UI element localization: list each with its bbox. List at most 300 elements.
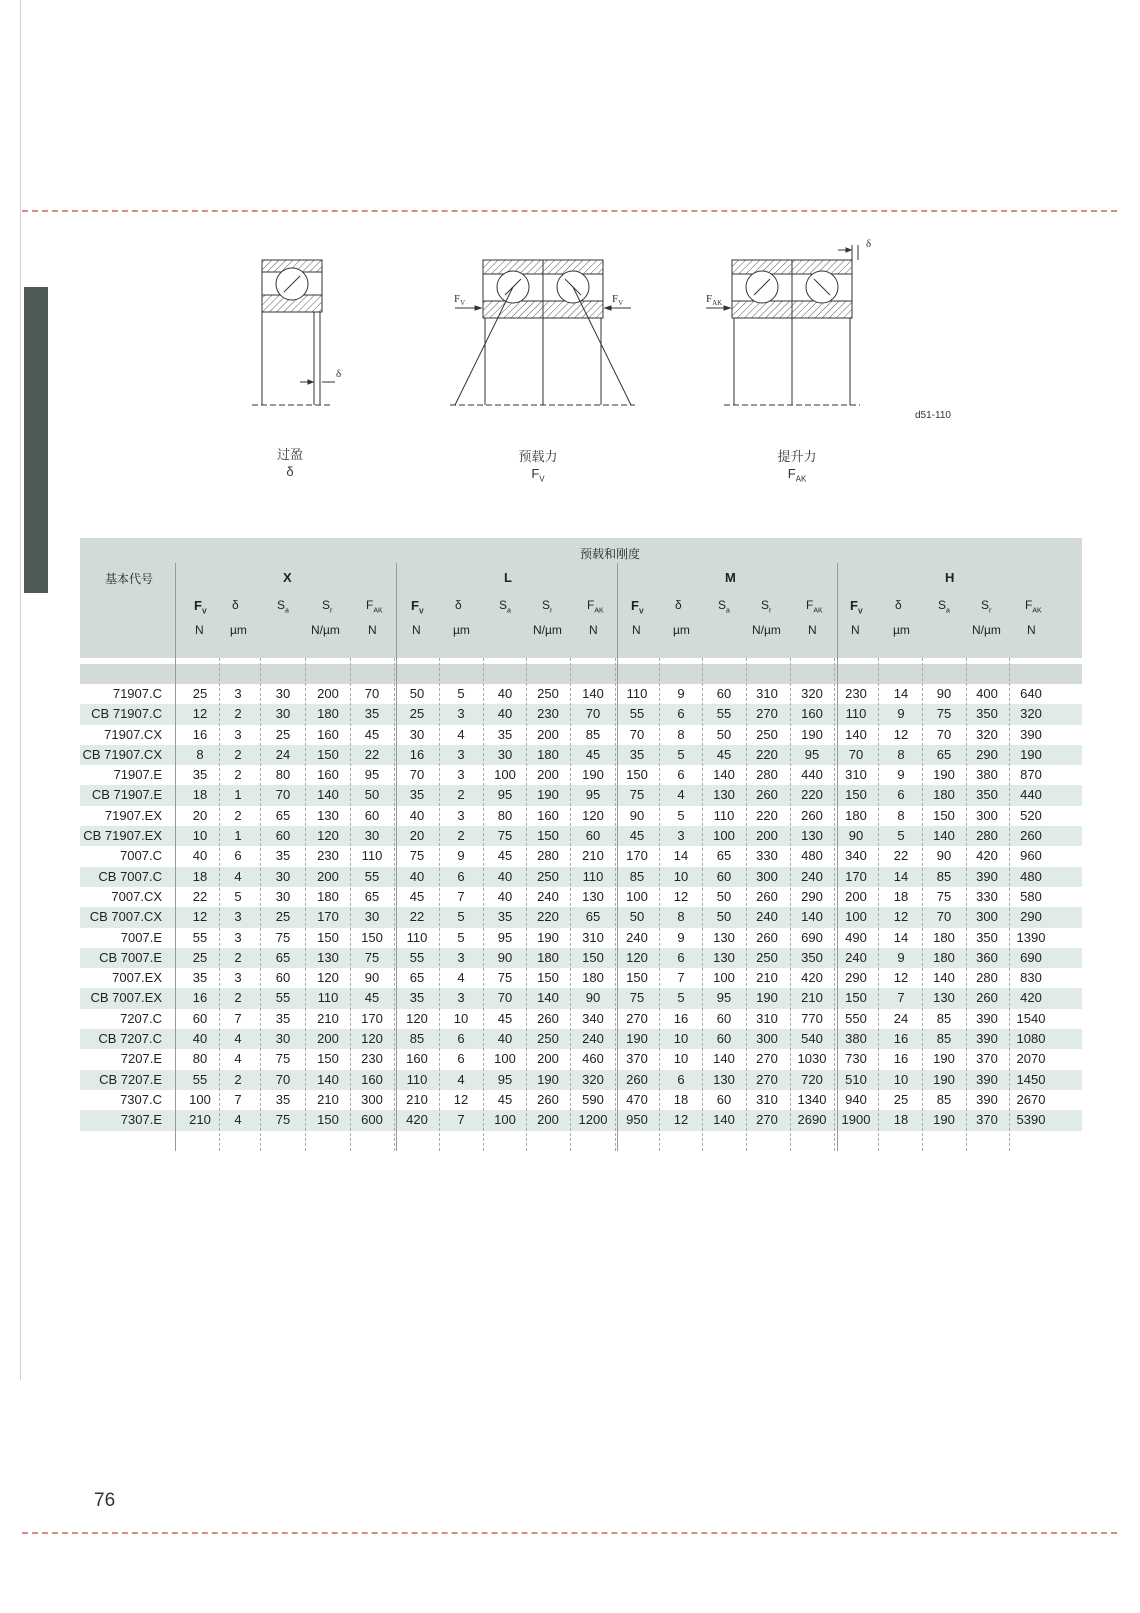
table-cell: 70 (585, 706, 601, 722)
table-cell: 310 (756, 1091, 778, 1107)
table-cell: 3 (457, 746, 465, 762)
column-dotted-separator (1009, 658, 1010, 1151)
table-cell: 50 (716, 726, 732, 742)
table-cell: 22 (364, 746, 380, 762)
table-cell: 200 (845, 888, 867, 904)
subheader-fak-x: $F_{AK}$ (366, 598, 383, 615)
table-cell: 5 (897, 828, 905, 844)
table-cell: 280 (976, 970, 998, 986)
table-cell: 280 (976, 828, 998, 844)
table-cell: 60 (275, 828, 291, 844)
column-dotted-separator (659, 658, 660, 1151)
table-cell: 130 (317, 807, 339, 823)
table-cell: 300 (756, 1031, 778, 1047)
table-cell: 5 (457, 686, 465, 701)
table-cell: 30 (409, 726, 425, 742)
table-cell: 520 (1020, 807, 1042, 823)
table-cell: 45 (585, 746, 601, 762)
table-cell: 35 (497, 909, 513, 925)
table-cell: 310 (582, 929, 604, 945)
header-group-separator (396, 563, 397, 658)
table-row (80, 948, 1082, 968)
subheader-sr-h: $S_r$ (981, 598, 992, 615)
table-cell: 250 (537, 1031, 559, 1047)
table-cell: 85 (936, 1091, 952, 1107)
table-cell: 5 (457, 909, 465, 925)
group-separator (617, 658, 618, 1151)
table-row (80, 704, 1082, 724)
column-dotted-separator (570, 658, 571, 1151)
table-cell: 200 (537, 1112, 559, 1128)
table-cell: 6 (457, 868, 465, 884)
table-cell: 290 (976, 746, 998, 762)
table-cell: 35 (192, 970, 208, 986)
table-cell: 75 (936, 706, 952, 722)
table-cell: 95 (716, 990, 732, 1006)
table-cell: 14 (893, 686, 909, 701)
table-cell: 90 (629, 807, 645, 823)
table-cell: 180 (582, 970, 604, 986)
table-cell: 140 (537, 990, 559, 1006)
table-cell: 65 (275, 949, 291, 965)
table-cell: 150 (626, 970, 648, 986)
table-cell: 250 (756, 949, 778, 965)
subheader-fak-m: $F_{AK}$ (806, 598, 823, 615)
table-row (80, 1110, 1082, 1130)
table-cell: 35 (275, 1091, 291, 1107)
table-cell: 180 (317, 888, 339, 904)
table-cell: 310 (845, 767, 867, 783)
table-cell: 350 (976, 929, 998, 945)
table-cell: 60 (716, 1031, 732, 1047)
table-cell: 270 (756, 1112, 778, 1128)
table-cell: 110 (845, 706, 867, 722)
table-cell: 210 (189, 1112, 211, 1128)
table-cell: 390 (976, 868, 998, 884)
figure-reference: d51-110 (915, 410, 951, 421)
table-cell: 190 (933, 767, 955, 783)
table-cell: 40 (497, 706, 513, 722)
table-cell: 2 (234, 807, 242, 823)
table-cell: 260 (537, 1010, 559, 1026)
table-cell: 130 (801, 828, 823, 844)
table-cell: 140 (317, 1071, 339, 1087)
table-cell: 270 (756, 1051, 778, 1067)
table-cell: 490 (845, 929, 867, 945)
table-cell: 25 (192, 949, 208, 965)
table-cell: 170 (361, 1010, 383, 1026)
table-cell: 22 (893, 848, 909, 864)
table-row (80, 745, 1082, 765)
bearing-code: 7007.CX (111, 888, 162, 904)
table-cell: 3 (457, 706, 465, 722)
table-cell: 10 (673, 1031, 689, 1047)
subheader-fv-x: $F_V$ (194, 598, 207, 616)
bearing-code: 7207.C (120, 1010, 162, 1026)
table-cell: 190 (626, 1031, 648, 1047)
unit-um-h: µm (893, 623, 910, 637)
subheader-sa-m: $S_a$ (718, 598, 730, 615)
table-cell: 6 (457, 1051, 465, 1067)
table-cell: 110 (582, 868, 604, 884)
table-cell: 100 (189, 1091, 211, 1107)
table-cell: 170 (317, 909, 339, 925)
subheader-fak-h: $F_{AK}$ (1025, 598, 1042, 615)
delta-label-2: δ (866, 238, 872, 250)
table-cell: 70 (936, 909, 952, 925)
column-dotted-separator (615, 658, 616, 1151)
table-cell: 180 (933, 929, 955, 945)
table-cell: 120 (582, 807, 604, 823)
bearing-code: CB 71907.C (91, 706, 162, 722)
column-dotted-separator (746, 658, 747, 1151)
table-cell: 45 (497, 1091, 513, 1107)
table-cell: 300 (361, 1091, 383, 1107)
table-cell: 75 (936, 888, 952, 904)
table-cell: 55 (409, 949, 425, 965)
table-cell: 8 (897, 807, 905, 823)
table-cell: 2 (234, 767, 242, 783)
table-cell: 3 (457, 949, 465, 965)
table-cell: 12 (453, 1091, 469, 1107)
bottom-dashed-rule (22, 1532, 1117, 1534)
table-cell: 200 (756, 828, 778, 844)
table-cell: 190 (582, 767, 604, 783)
table-cell: 110 (406, 1071, 428, 1087)
caption-liftoff: 提升力 $F_{AK}$ (777, 449, 817, 484)
table-cell: 95 (497, 787, 513, 803)
unit-um-x: µm (230, 623, 247, 637)
bearing-pair-liftoff (706, 245, 860, 405)
table-cell: 6 (677, 1071, 685, 1087)
table-cell: 720 (801, 1071, 823, 1087)
table-cell: 55 (716, 706, 732, 722)
fv-label-right: $F_V$ (612, 293, 624, 307)
group-separator (396, 658, 397, 1151)
subheader-sa-x: $S_a$ (277, 598, 289, 615)
table-cell: 95 (804, 746, 820, 762)
table-cell: 4 (234, 1031, 242, 1047)
table-cell: 16 (409, 746, 425, 762)
table-cell: 7 (897, 990, 905, 1006)
table-cell: 35 (497, 726, 513, 742)
table-cell: 35 (275, 1010, 291, 1026)
table-cell: 85 (629, 868, 645, 884)
table-row (80, 806, 1082, 826)
table-cell: 75 (629, 787, 645, 803)
table-cell: 6 (457, 1031, 465, 1047)
table-row (80, 1009, 1082, 1029)
table-cell: 14 (673, 848, 689, 864)
table-cell: 200 (317, 686, 339, 701)
table-cell: 9 (897, 767, 905, 783)
table-cell: 65 (275, 807, 291, 823)
table-row (80, 968, 1082, 988)
table-cell: 6 (677, 767, 685, 783)
table-cell: 3 (457, 990, 465, 1006)
preload-stiffness-table (80, 538, 1082, 1131)
table-cell: 80 (275, 767, 291, 783)
table-cell: 24 (893, 1010, 909, 1026)
table-cell: 40 (192, 848, 208, 864)
bearing-single (252, 260, 335, 405)
table-cell: 60 (585, 828, 601, 844)
table-cell: 200 (537, 767, 559, 783)
table-cell: 18 (192, 868, 208, 884)
table-cell: 100 (713, 828, 735, 844)
table-cell: 2690 (797, 1112, 827, 1128)
table-cell: 10 (453, 1010, 469, 1026)
table-cell: 35 (409, 990, 425, 1006)
table-cell: 400 (976, 686, 998, 701)
bearing-code: CB 71907.EX (83, 828, 162, 844)
table-cell: 120 (317, 828, 339, 844)
table-cell: 50 (716, 909, 732, 925)
table-cell: 12 (893, 970, 909, 986)
table-cell: 210 (317, 1010, 339, 1026)
table-cell: 260 (537, 1091, 559, 1107)
subheader-fv-l: $F_V$ (411, 598, 424, 616)
table-cell: 12 (673, 888, 689, 904)
table-row (80, 1070, 1082, 1090)
table-cell: 140 (845, 726, 867, 742)
table-cell: 2 (234, 746, 242, 762)
table-cell: 55 (629, 706, 645, 722)
column-dotted-separator (702, 658, 703, 1151)
table-cell: 40 (409, 868, 425, 884)
table-cell: 150 (317, 746, 339, 762)
table-cell: 8 (677, 909, 685, 925)
table-cell: 3 (457, 807, 465, 823)
table-cell: 200 (317, 1031, 339, 1047)
table-cell: 45 (497, 1010, 513, 1026)
subheader-delta-h: δ (895, 598, 902, 612)
table-cell: 130 (317, 949, 339, 965)
table-cell: 260 (756, 888, 778, 904)
table-cell: 100 (626, 888, 648, 904)
table-cell: 60 (364, 807, 380, 823)
table-row (80, 1029, 1082, 1049)
table-cell: 1900 (841, 1112, 871, 1128)
table-cell: 45 (629, 828, 645, 844)
table-cell: 100 (494, 1051, 516, 1067)
table-cell: 190 (933, 1051, 955, 1067)
table-cell: 210 (317, 1091, 339, 1107)
table-cell: 40 (192, 1031, 208, 1047)
table-cell: 90 (364, 970, 380, 986)
table-cell: 210 (582, 848, 604, 864)
table-cell: 180 (933, 949, 955, 965)
table-cell: 1340 (797, 1091, 827, 1107)
table-cell: 12 (893, 909, 909, 925)
table-cell: 200 (317, 868, 339, 884)
table-cell: 320 (976, 726, 998, 742)
page-number: 76 (94, 1490, 116, 1511)
table-row (80, 1049, 1082, 1069)
fak-label: $F_{AK}$ (706, 293, 723, 307)
table-cell: 180 (845, 807, 867, 823)
group-separator (837, 658, 838, 1151)
table-cell: 65 (585, 909, 601, 925)
table-cell: 10 (673, 868, 689, 884)
group-header-m: M (725, 570, 736, 585)
table-cell: 130 (933, 990, 955, 1006)
table-cell: 440 (801, 767, 823, 783)
table-cell: 290 (845, 970, 867, 986)
table-cell: 290 (1020, 909, 1042, 925)
table-cell: 160 (801, 706, 823, 722)
table-cell: 300 (756, 868, 778, 884)
table-cell: 7 (457, 888, 465, 904)
table-cell: 60 (716, 868, 732, 884)
table-cell: 150 (537, 828, 559, 844)
table-cell: 230 (845, 686, 867, 701)
bearing-diagram (240, 235, 960, 425)
caption-preload: 预载力 $F_V$ (518, 449, 558, 484)
bearing-code: CB 7007.CX (89, 909, 162, 925)
subheader-sr-l: $S_r$ (542, 598, 553, 615)
table-cell: 210 (801, 990, 823, 1006)
table-row (80, 846, 1082, 866)
table-cell: 70 (364, 686, 380, 701)
table-cell: 4 (677, 787, 685, 803)
top-dashed-rule (22, 210, 1117, 212)
table-cell: 12 (893, 726, 909, 742)
table-cell: 150 (317, 1051, 339, 1067)
column-dotted-separator (834, 658, 835, 1151)
table-cell: 420 (976, 848, 998, 864)
header-group-separator (837, 563, 838, 658)
table-cell: 150 (317, 1112, 339, 1128)
table-cell: 250 (537, 686, 559, 701)
table-cell: 8 (677, 726, 685, 742)
table-cell: 6 (677, 706, 685, 722)
table-cell: 240 (801, 868, 823, 884)
table-cell: 140 (801, 909, 823, 925)
unit-n-h: N (851, 623, 860, 637)
bearing-code: CB 71907.E (91, 787, 162, 803)
table-cell: 6 (677, 949, 685, 965)
table-cell: 40 (497, 868, 513, 884)
table-cell: 230 (361, 1051, 383, 1067)
header-spacer-band (80, 664, 1082, 684)
table-cell: 6 (234, 848, 242, 864)
side-tab-bar (24, 287, 48, 593)
unit-n2-h: N (1027, 623, 1036, 637)
table-cell: 90 (848, 828, 864, 844)
subheader-delta-l: δ (455, 598, 462, 612)
table-cell: 30 (275, 868, 291, 884)
table-cell: 260 (1020, 828, 1042, 844)
table-cell: 310 (756, 686, 778, 701)
table-row (80, 867, 1082, 887)
table-cell: 75 (409, 848, 425, 864)
table-cell: 16 (893, 1051, 909, 1067)
subheader-fv-m: $F_V$ (631, 598, 644, 616)
table-row (80, 826, 1082, 846)
table-cell: 130 (713, 1071, 735, 1087)
table-cell: 390 (976, 1071, 998, 1087)
fv-label-left: $F_V$ (454, 293, 466, 307)
table-cell: 1080 (1016, 1031, 1046, 1047)
table-cell: 4 (234, 868, 242, 884)
bearing-code: 7007.E (120, 929, 162, 945)
table-cell: 35 (629, 746, 645, 762)
table-cell: 70 (275, 1071, 291, 1087)
table-cell: 30 (275, 888, 291, 904)
table-cell: 270 (756, 706, 778, 722)
table-cell: 270 (626, 1010, 648, 1026)
table-cell: 230 (317, 848, 339, 864)
table-cell: 120 (626, 949, 648, 965)
table-cell: 390 (976, 1091, 998, 1107)
table-cell: 200 (537, 1051, 559, 1067)
bearing-code: CB 71907.CX (82, 746, 162, 762)
table-cell: 460 (582, 1051, 604, 1067)
table-cell: 14 (893, 929, 909, 945)
group-header-x: X (283, 570, 292, 585)
table-cell: 220 (537, 909, 559, 925)
table-cell: 140 (713, 1112, 735, 1128)
bearing-code: 7307.C (120, 1091, 162, 1107)
table-cell: 95 (364, 767, 380, 783)
table-cell: 30 (275, 706, 291, 722)
table-cell: 950 (626, 1112, 648, 1128)
table-cell: 870 (1020, 767, 1042, 783)
table-cell: 55 (192, 929, 208, 945)
table-cell: 90 (585, 990, 601, 1006)
table-cell: 3 (234, 909, 242, 925)
table-cell: 30 (275, 1031, 291, 1047)
table-cell: 180 (537, 949, 559, 965)
table-cell: 160 (361, 1071, 383, 1087)
table-cell: 190 (537, 1071, 559, 1087)
table-cell: 420 (1020, 990, 1042, 1006)
table-cell: 150 (933, 807, 955, 823)
table-cell: 320 (582, 1071, 604, 1087)
table-cell: 1540 (1016, 1010, 1046, 1026)
table-cell: 85 (936, 1031, 952, 1047)
table-cell: 390 (976, 1031, 998, 1047)
table-cell: 240 (582, 1031, 604, 1047)
table-cell: 260 (756, 929, 778, 945)
table-cell: 220 (756, 807, 778, 823)
table-cell: 65 (409, 970, 425, 986)
table-cell: 50 (409, 686, 425, 701)
code-header: 基本代号 (105, 572, 154, 586)
table-cell: 65 (716, 848, 732, 864)
table-cell: 18 (893, 1112, 909, 1128)
unit-n-l: N (412, 623, 421, 637)
table-cell: 250 (537, 868, 559, 884)
table-cell: 190 (756, 990, 778, 1006)
table-cell: 690 (801, 929, 823, 945)
table-cell: 40 (409, 807, 425, 823)
subheader-sr-m: $S_r$ (761, 598, 772, 615)
table-cell: 75 (275, 1112, 291, 1128)
unit-um-m: µm (673, 623, 690, 637)
table-cell: 600 (361, 1112, 383, 1128)
table-cell: 60 (716, 1010, 732, 1026)
group-header-l: L (504, 570, 512, 585)
table-cell: 420 (406, 1112, 428, 1128)
table-cell: 170 (845, 868, 867, 884)
table-cell: 730 (845, 1051, 867, 1067)
table-cell: 18 (192, 787, 208, 803)
table-cell: 100 (494, 767, 516, 783)
table-cell: 85 (936, 868, 952, 884)
table-cell: 260 (801, 807, 823, 823)
